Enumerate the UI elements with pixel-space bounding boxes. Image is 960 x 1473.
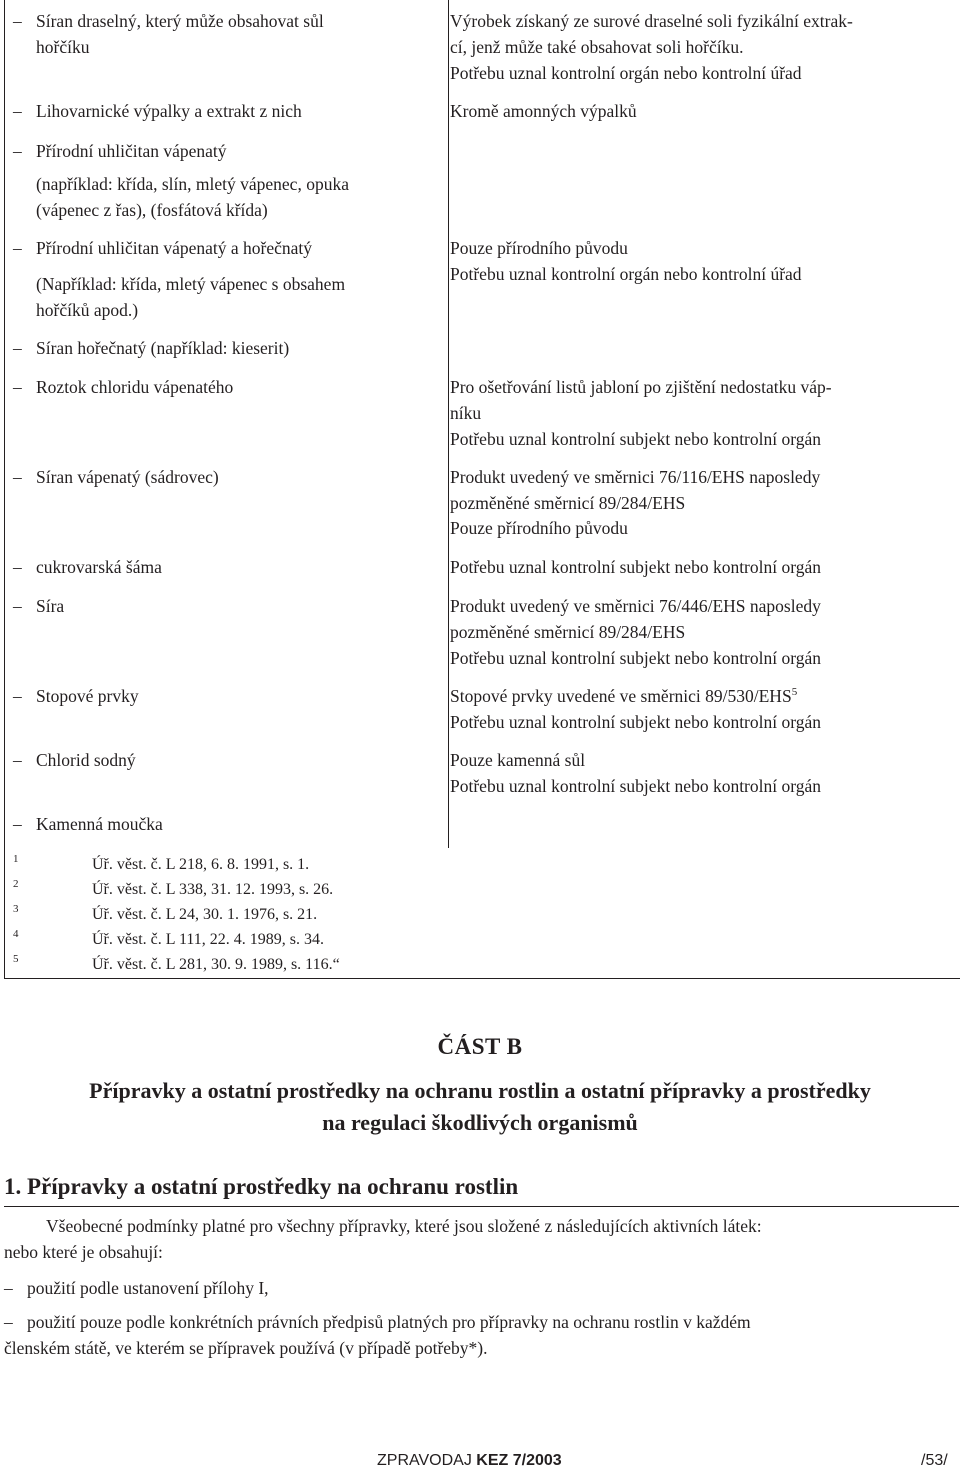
footnote-number: 5 <box>13 953 19 965</box>
footnote-text: Úř. věst. č. L 281, 30. 9. 1989, s. 116.“ <box>92 956 340 973</box>
column-divider <box>448 0 449 848</box>
paragraph: nebo které je obsahují: <box>4 1242 163 1262</box>
footnote-ref: 5 <box>791 686 798 699</box>
substance-name: Síran vápenatý (sádrovec) <box>36 467 219 487</box>
footnote-text: Úř. věst. č. L 338, 31. 12. 1993, s. 26. <box>92 881 334 898</box>
bullet-item: členském státě, ve kterém se přípravek používá (v případě potřeby*). <box>4 1338 488 1358</box>
substance-condition: pozměněné směrnicí 89/284/EHS <box>450 493 686 513</box>
substance-name: Chlorid sodný <box>36 750 136 770</box>
bullet-item: použití pouze podle konkrétních právních předpisů platných pro přípravky na ochranu rostlin v každém <box>27 1312 751 1332</box>
footnote-number: 4 <box>13 928 19 940</box>
part-title: Přípravky a ostatní prostředky na ochranu rostlin a ostatní přípravky a prostředky <box>89 1078 871 1103</box>
footnote-number: 1 <box>13 853 19 865</box>
substance-condition: cí, jenž může také obsahovat soli hořčíku. <box>450 37 744 57</box>
footnote-number: 2 <box>13 878 19 890</box>
substance-condition: níku <box>450 403 482 423</box>
substance-name: Přírodní uhličitan vápenatý <box>36 141 227 161</box>
row-dash: – <box>13 377 22 397</box>
substance-name: Roztok chloridu vápenatého <box>36 377 234 397</box>
substance-condition <box>450 683 797 709</box>
row-dash: – <box>13 467 22 487</box>
substance-example: (například: křída, slín, mletý vápenec, opuka <box>36 174 349 194</box>
footnote-number: 3 <box>13 903 19 915</box>
row-dash: – <box>13 338 22 358</box>
substance-name: Lihovarnické výpalky a extrakt z nich <box>36 101 302 121</box>
substance-name: Stopové prvky <box>36 686 139 706</box>
substance-name: hořčíku <box>36 37 90 57</box>
row-dash: – <box>13 238 22 258</box>
substance-condition: Produkt uvedený ve směrnici 76/116/EHS naposledy <box>450 467 821 487</box>
substance-condition: Potřebu uznal kontrolní subjekt nebo kontrolní orgán <box>450 648 822 668</box>
row-dash: – <box>13 814 22 834</box>
bullet-item: použití podle ustanovení přílohy I, <box>27 1278 269 1298</box>
row-dash: – <box>13 557 22 577</box>
footnote-text: Úř. věst. č. L 111, 22. 4. 1989, s. 34. <box>92 931 324 948</box>
substance-condition: Potřebu uznal kontrolní orgán nebo kontrolní úřad <box>450 63 802 83</box>
substance-example: (vápenec z řas), (fosfátová křída) <box>36 200 268 220</box>
row-dash: – <box>13 596 22 616</box>
bullet-dash: – <box>4 1312 13 1332</box>
publication-name: ZPRAVODAJ <box>377 1452 472 1469</box>
substance-name: Síran hořečnatý (například: kieserit) <box>36 338 290 358</box>
issue-number: KEZ 7/2003 <box>476 1452 562 1469</box>
row-dash: – <box>13 686 22 706</box>
part-title: na regulaci škodlivých organismů <box>322 1110 638 1135</box>
bullet-dash: – <box>4 1278 13 1298</box>
substance-condition: Kromě amonných výpalků <box>450 101 637 121</box>
substance-name: Kamenná moučka <box>36 814 163 834</box>
substance-condition: pozměněné směrnicí 89/284/EHS <box>450 622 686 642</box>
row-dash: – <box>13 101 22 121</box>
substance-condition: Pouze kamenná sůl <box>450 750 586 770</box>
paragraph: Všeobecné podmínky platné pro všechny přípravky, které jsou složené z následujících aktivních látek: <box>46 1216 762 1236</box>
substance-example: (Například: křída, mletý vápenec s obsahem <box>36 274 346 294</box>
substance-name: Síran draselný, který může obsahovat sůl <box>36 11 324 31</box>
page-number: /53/ <box>921 1452 948 1469</box>
substance-condition: Potřebu uznal kontrolní subjekt nebo kontrolní orgán <box>450 429 822 449</box>
footnote-text: Úř. věst. č. L 218, 6. 8. 1991, s. 1. <box>92 856 310 873</box>
substance-condition: Potřebu uznal kontrolní orgán nebo kontrolní úřad <box>450 264 802 284</box>
substance-name: Přírodní uhličitan vápenatý a hořečnatý <box>36 238 313 258</box>
condition-text: Stopové prvky uvedené ve směrnici 89/530/EHS <box>450 686 792 706</box>
substance-name: cukrovarská šáma <box>36 557 162 577</box>
footer-publication <box>377 1452 562 1470</box>
substance-condition: Potřebu uznal kontrolní subjekt nebo kontrolní orgán <box>450 776 822 796</box>
section-divider <box>4 1206 959 1207</box>
substance-condition: Produkt uvedený ve směrnici 76/446/EHS naposledy <box>450 596 821 616</box>
row-dash: – <box>13 141 22 161</box>
part-heading: ČÁST B <box>437 1034 523 1059</box>
section-heading: 1. Přípravky a ostatní prostředky na ochranu rostlin <box>4 1174 519 1199</box>
substance-condition: Pouze přírodního původu <box>450 238 628 258</box>
substance-condition: Potřebu uznal kontrolní subjekt nebo kontrolní orgán <box>450 557 822 577</box>
footnote-text: Úř. věst. č. L 24, 30. 1. 1976, s. 21. <box>92 906 318 923</box>
substance-condition: Pro ošetřování listů jabloní po zjištění nedostatku váp- <box>450 377 832 397</box>
row-dash: – <box>13 11 22 31</box>
substance-condition: Pouze přírodního původu <box>450 518 628 538</box>
substance-name: Síra <box>36 596 65 616</box>
substance-example: hořčíků apod.) <box>36 300 139 320</box>
row-dash: – <box>13 750 22 770</box>
substance-condition: Potřebu uznal kontrolní subjekt nebo kontrolní orgán <box>450 712 822 732</box>
substance-condition: Výrobek získaný ze surové draselné soli fyzikální extrak- <box>450 11 853 31</box>
